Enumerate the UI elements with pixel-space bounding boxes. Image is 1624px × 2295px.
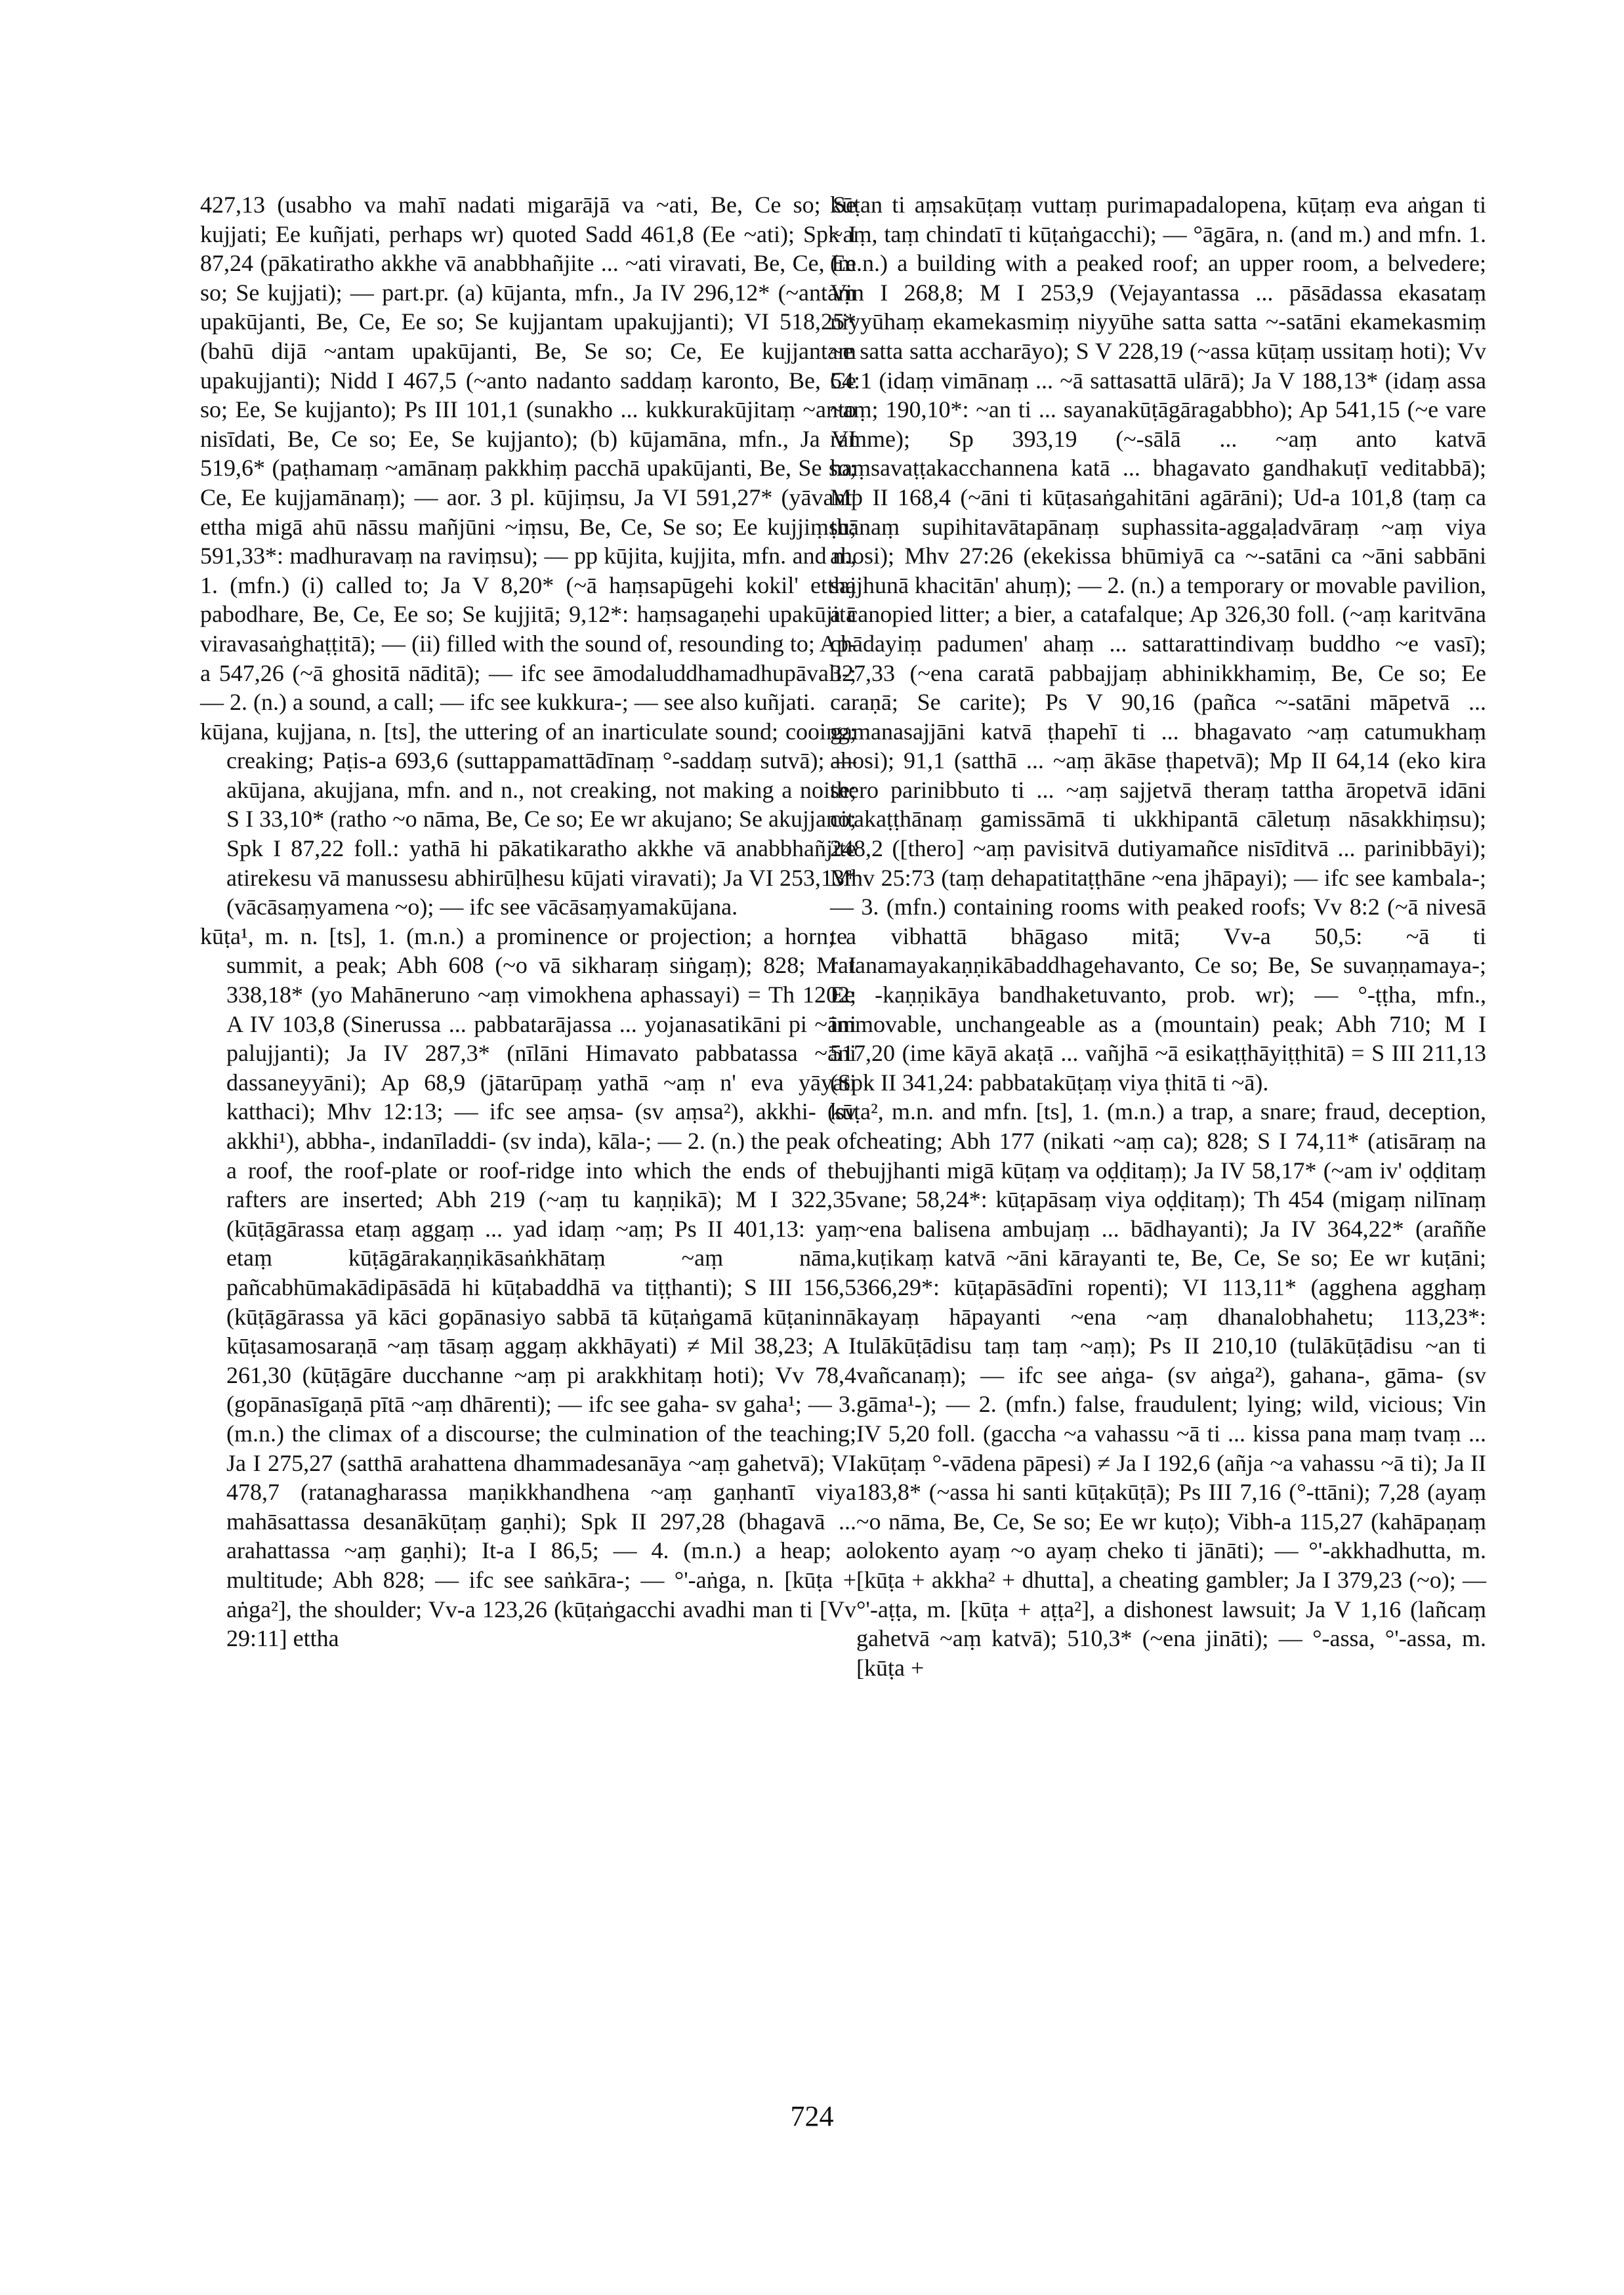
entry-kuta-2: kūṭa², m.n. and mfn. [ts], 1. (m.n.) a trap, a snare; fraud, deception, cheating; Abh 177 (nikati ~aṃ ca); 828; S I 74,11* (atisāraṃ na bujjhanti migā kūṭaṃ va oḍḍitaṃ); Ja IV 58,17* (~am iv' oḍḍitaṃ vane; 58,24*: kūṭapāsaṃ viya oḍḍitaṃ); Th 454 (migaṃ nilīnaṃ ~ena balisena ambujaṃ ... bādhayanti); Ja IV 364,22* (araññe kuṭikaṃ katvā ~āni kārayanti te, Be, Ce, Se so; Ee wr kuṭāni; 366,29*: kūṭapāsādīni ropenti); VI 113,11* (agghena agghaṃ kayaṃ hāpayanti ~ena ~aṃ dhanalobhahetu; 113,23*: tulākūṭādisu taṃ taṃ ~aṃ); Ps II 210,10 (tulākūṭādisu ~an ti vañcanaṃ); — ifc see aṅga- (sv aṅga²), gahana-, gāma- (sv gāma¹-); — 2. (mfn.) false, fraudulent; lying; wild, vicious; Vin IV 5,20 foll. (gaccha ~a vahassu ~ā ti ... kissa pana maṃ tvaṃ ... akūṭaṃ °-vādena pāpesi) ≠ Ja I 192,6 (añja ~a vahassu ~ā ti); Ja II 183,8* (~assa hi santi kūṭakūṭā); Ps III 7,16 (°-ttāni); 7,28 (ayaṃ ~o nāma, Be, Ce, Se so; Ee wr kuṭo); Vibh-a 115,27 (kahāpaṇaṃ olokento ayaṃ ~o ayaṃ cheko ti jānāti); — °'-akkhadhutta, m. [kūṭa + akkha² + dhutta], a cheating gambler; Ja I 379,23 (~o); — °'-aṭṭa, m. [kūṭa + aṭṭa²], a dishonest lawsuit; Ja V 1,16 (lañcaṃ gahetvā ~aṃ katvā); 510,3* (~ena jināti); — °-assa, °'-assa, m. [kūṭa +: [830, 1098, 1486, 1681]
entry-kujana: kūjana, kujjana, n. [ts], the uttering of an inarticulate sound; cooing; creaking; Paṭis-a 693,6 (suttappamattādīnaṃ °-saddaṃ sutvā); — akūjana, akujjana, mfn. and n., not creaking, not making a noise; S I 33,10* (ratho ~o nāma, Be, Ce so; Ee wr akujano; Se akujjano; Spk I 87,22 foll.: yathā hi pākatikaratho akkhe vā anabbhañjite atirekesu vā manussesu abhirūḷhesu kūjati viravati); Ja VI 253,13* (vācāsaṃyamena ~o); — ifc see vācāsaṃyamakūjana.: [200, 718, 856, 920]
right-column: [830, 190, 1486, 1682]
page-number: 724: [790, 2100, 834, 2132]
entry-continuation-kuta-1: kūṭan ti aṃsakūṭaṃ vuttaṃ purimapadalopena, kūṭaṃ eva aṅgan ti ~aṃ, taṃ chindatī ti kūṭaṅgacchi); — °āgāra, n. (and m.) and mfn. 1. (m.n.) a building with a peaked roof; an upper room, a belvedere; Vin I 268,8; M I 253,9 (Vejayantassa ... pāsādassa ekasataṃ niyyūhaṃ ekamekasmiṃ niyyūhe satta satta ~-satāni ekamekasmiṃ ~e satta satta accharāyo); S V 228,19 (~assa kūṭaṃ ussitaṃ hoti); Vv 54:1 (idaṃ vimānaṃ ... ~ā sattasattā ulārā); Ja V 188,13* (idaṃ assa ~aṃ; 190,10*: ~an ti ... sayanakūṭāgāragabbho); Ap 541,15 (~e vare ramme); Sp 393,19 (~-sālā ... ~aṃ anto katvā haṃsavaṭṭakacchannena katā ... bhagavato gandhakuṭī veditabbā); Mp II 168,4 (~āni ti kūṭasaṅgahitāni agārāni); Ud-a 101,8 (taṃ ca ṭhānaṃ supihitavātapānaṃ suphassita-aggaḷadvāraṃ ~aṃ viya ahosi); Mhv 27:26 (ekekissa bhūmiyā ca ~-satāni ca ~āni sabbāni sajjhunā khacitān' ahuṃ); — 2. (n.) a temporary or movable pavilion, a canopied litter; a bier, a catafalque; Ap 326,30 foll. (~aṃ karitvāna chādayiṃ padumen' ahaṃ ... sattarattindivaṃ buddho ~e vasī); 327,33 (~ena caratā pabbajjaṃ abhinikkhamiṃ, Be, Ce so; Ee caraṇā; Se carite); Ps V 90,16 (pañca ~-satāni māpetvā ... gamanasajjāni katvā ṭhapehī ti ... bhagavato ~aṃ catumukhaṃ ahosi); 91,1 (satthā ... ~aṃ ākāse ṭhapetvā); Mp II 64,14 (eko kira thero parinibbuto ti ... ~aṃ sajjetvā theraṃ tattha āropetvā idāni citakaṭṭhānaṃ gamissāmā ti ukkhipantā cāletuṃ nāsakkhiṃsu); 248,2 ([thero] ~aṃ pavisitvā dutiyamañce nisīditvā ... parinibbāyi); Mhv 25:73 (taṃ dehapatitaṭṭhāne ~ena jhāpayi); — ifc see kambala-; — 3. (mfn.) containing rooms with peaked roofs; Vv 8:2 (~ā nivesā te vibhattā bhāgaso mitā; Vv-a 50,5: ~ā ti ratanamayakaṇṇikābaddhagehavanto, Ce so; Be, Se suvaṇṇamaya-; Ee -kaṇṇikāya bandhaketuvanto, prob. wr); — °-ṭṭha, mfn., immovable, unchangeable as a (mountain) peak; Abh 710; M I 517,20 (ime kāyā akaṭā ... vañjhā ~ā esikaṭṭhāyiṭṭhitā) = S III 211,13 (Spk II 341,24: pabbatakūṭaṃ viya ṭhitā ti ~ā).: [830, 192, 1486, 1096]
left-column: [200, 190, 856, 1653]
entry-continuation: 427,13 (usabho va mahī nadati migarājā va ~ati, Be, Ce so; Se kujjati; Ee kuñjati, perhaps wr) quoted Sadd 461,8 (Ee ~ati); Spk I 87,24 (pākatiratho akkhe vā anabbhañjite ... ~ati viravati, Be, Ce, Ee so; Se kujjati); — part.pr. (a) kūjanta, mfn., Ja IV 296,12* (~antaṃ upakūjanti, Be, Ce, Ee so; Se kujjantam upakujjanti); VI 518,25* (bahū dijā ~antam upakūjanti, Be, Se so; Ce, Ee kujjantam upakujjanti); Nidd I 467,5 (~anto nadanto saddaṃ karonto, Be, Ce so; Ee, Se kujjanto); Ps III 101,1 (sunakho ... kukkurakūjitaṃ ~anto nisīdati, Be, Ce so; Ee, Se kujjanto); (b) kūjamāna, mfn., Ja VI 519,6* (paṭhamaṃ ~amānaṃ pakkhiṃ pacchā upakūjanti, Be, Se so; Ce, Ee kujjamānaṃ); — aor. 3 pl. kūjiṃsu, Ja VI 591,27* (yāvant' ettha migā ahū nāssu mañjūni ~iṃsu, Be, Ce, Se so; Ee kujjiṃsu; 591,33*: madhuravaṃ na raviṃsu); — pp kūjita, kujjita, mfn. and n., 1. (mfn.) (i) called to; Ja V 8,20* (~ā haṃsapūgehi kokil' ettha pabodhare, Be, Ce, Ee so; Se kujjitā; 9,12*: haṃsagaṇehi upakūjitā viravasaṅghaṭṭitā); — (ii) filled with the sound of, resounding to; Ap-a 547,26 (~ā ghositā nāditā); — ifc see āmodaluddhamadhupāvali-; — 2. (n.) a sound, a call; — ifc see kukkura-; — see also kuñjati.: [200, 192, 856, 716]
entry-kuta-1: kūṭa¹, m. n. [ts], 1. (m.n.) a prominence or projection; a horn; a summit, a peak; Abh 608 (~o vā sikharaṃ siṅgaṃ); 828; M I 338,18* (yo Mahāneruno ~aṃ vimokhena aphassayi) = Th 1202; A IV 103,8 (Sinerussa ... pabbatarājassa ... yojanasatikāni pi ~āni palujjanti); Ja IV 287,3* (nīlāni Himavato pabbatassa ~āni dassaneyyāni); Ap 68,9 (jātarūpaṃ yathā ~aṃ n' eva yāyati katthaci); Mhv 12:13; — ifc see aṃsa- (sv aṃsa²), akkhi- (sv akkhi¹), abbha-, indanīladdi- (sv inda), kāla-; — 2. (n.) the peak of a roof, the roof-plate or roof-ridge into which the ends of the rafters are inserted; Abh 219 (~aṃ tu kaṇṇikā); M I 322,35 (kūṭāgārassa etaṃ aggaṃ ... yad idaṃ ~aṃ; Ps II 401,13: yaṃ etaṃ kūṭāgārakaṇṇikāsaṅkhātaṃ ~aṃ nāma, pañcabhūmakādipāsādā hi kūṭabaddhā va tiṭṭhanti); S III 156,5 (kūṭāgārassa yā kāci gopānasiyo sabbā tā kūṭaṅgamā kūṭaninnā kūṭasamosaraṇā ~aṃ tāsaṃ aggaṃ akkhāyati) ≠ Mil 38,23; A I 261,30 (kūṭāgāre ducchanne ~aṃ pi arakkhitaṃ hoti); Vv 78,4 (gopānasīgaṇā pītā ~aṃ dhārenti); — ifc see gaha- sv gaha¹; — 3. (m.n.) the climax of a discourse; the culmination of the teaching; Ja I 275,27 (satthā arahattena dhammadesanāya ~aṃ gahetvā); VI 478,7 (ratanagharassa maṇikkhandhena ~aṃ gaṇhantī viya mahāsattassa desanākūṭaṃ gaṇhi); Spk II 297,28 (bhagavā ... arahattassa ~aṃ gaṇhi); It-a I 86,5; — 4. (m.n.) a heap; a multitude; Abh 828; — ifc see saṅkāra-; — °'-aṅga, n. [kūṭa + aṅga²], the shoulder; Vv-a 123,26 (kūṭaṅgacchi avadhi man ti [Vv 29:11] ettha: [200, 922, 856, 1652]
